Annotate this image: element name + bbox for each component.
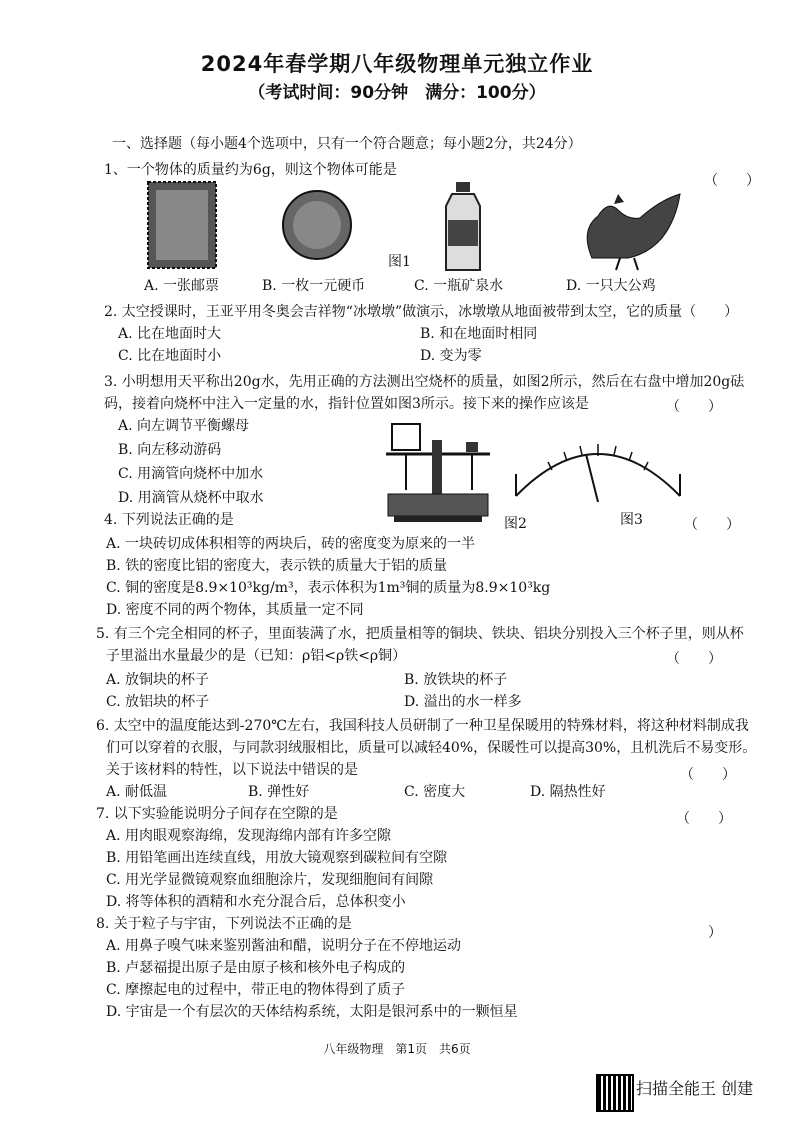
q3-stem-line1: 3. 小明想用天平称出20g水，先用正确的方法测出空烧杯的质量，如图2所示，然后在右盘中增加20g砝 xyxy=(104,374,745,390)
coin-image xyxy=(283,191,351,259)
q2-stem: 2. 太空授课时，王亚平用冬奥会吉祥物“冰墩墩”做演示，冰墩墩从地面被带到太空，它的质量（ ） xyxy=(104,304,739,320)
q1-stem: 1、一个物体的质量约为6g，则这个物体可能是 xyxy=(104,162,397,178)
q7-option-c: C. 用光学显微镜观察血细胞涂片，发现细胞间有间隙 xyxy=(106,872,434,888)
q8-stem: 8. 关于粒子与宇宙，下列说法不正确的是 xyxy=(96,916,352,932)
fig3-label: 图3 xyxy=(620,512,643,528)
q7-option-d: D. 将等体积的酒精和水充分混合后，总体积变小 xyxy=(106,894,406,910)
q3-option-c: C. 用滴管向烧杯中加水 xyxy=(118,466,264,482)
q3-option-b: B. 向左移动游码 xyxy=(118,442,222,458)
q3-stem-line2: 码，接着向烧杯中注入一定量的水，指针位置如图3所示。接下来的操作应该是 xyxy=(104,396,589,412)
q6-stem-line2: 们可以穿着的衣服，与同款羽绒服相比，质量可以减轻40%，保暖性可以提高30%，且机洗后不易变形。 xyxy=(106,740,757,756)
section-heading: 一、选择题（每小题4个选项中，只有一个符合题意；每小题2分，共24分） xyxy=(112,136,582,152)
rooster-image xyxy=(587,194,680,270)
balance-figure xyxy=(380,420,496,526)
q6-option-c: C. 密度大 xyxy=(404,784,466,800)
q5-option-d: D. 溢出的水一样多 xyxy=(404,694,522,710)
q1-option-a: A. 一张邮票 xyxy=(144,278,220,294)
q6-option-b: B. 弹性好 xyxy=(248,784,310,800)
q3-answer-paren: （ ） xyxy=(666,399,722,415)
q6-option-d: D. 隔热性好 xyxy=(530,784,606,800)
q6-stem-line1: 6. 太空中的温度能达到-270℃左右，我国科技人员研制了一种卫星保暖用的特殊材料，将这种材料制成我 xyxy=(96,718,749,734)
q1-answer-paren: （ ） xyxy=(704,173,760,189)
fig1-label: 图1 xyxy=(388,254,411,270)
q6-stem-line3: 关于该材料的特性，以下说法中错误的是 xyxy=(106,762,358,778)
q4-option-d: D. 密度不同的两个物体，其质量一定不同 xyxy=(106,602,364,618)
qr-code-icon xyxy=(596,1074,634,1112)
q1-option-d: D. 一只大公鸡 xyxy=(566,278,656,294)
q1-option-b: B. 一枚一元硬币 xyxy=(262,278,366,294)
q7-option-a: A. 用肉眼观察海绵，发现海绵内部有许多空隙 xyxy=(106,828,392,844)
q2-option-b: B. 和在地面时相同 xyxy=(420,326,538,342)
q6-answer-paren: （ ） xyxy=(680,767,736,783)
q5-option-a: A. 放铜块的杯子 xyxy=(106,672,210,688)
q2-option-d: D. 变为零 xyxy=(420,348,482,364)
q7-option-b: B. 用铅笔画出连续直线，用放大镜观察到碳粒间有空隙 xyxy=(106,850,448,866)
fig2-label: 图2 xyxy=(504,516,527,532)
q4-answer-paren: （ ） xyxy=(684,517,740,533)
q8-option-c: C. 摩擦起电的过程中，带正电的物体得到了质子 xyxy=(106,982,406,998)
exam-info: （考试时间：90分钟 满分：100分） xyxy=(248,83,546,103)
q8-answer-paren: ） xyxy=(708,925,722,941)
q5-option-b: B. 放铁块的杯子 xyxy=(404,672,508,688)
q4-option-a: A. 一块砖切成体积相等的两块后，砖的密度变为原来的一半 xyxy=(106,536,476,552)
q8-option-b: B. 卢瑟福提出原子是由原子核和核外电子构成的 xyxy=(106,960,406,976)
q4-stem: 4. 下列说法正确的是 xyxy=(104,512,234,528)
q5-stem-line2: 子里溢出水量最少的是（已知：ρ铝<ρ铁<ρ铜） xyxy=(106,648,407,664)
q6-option-a: A. 耐低温 xyxy=(106,784,168,800)
q4-option-c: C. 铜的密度是8.9×10³kg/m³，表示体积为1m³铜的质量为8.9×10³kg xyxy=(106,580,551,596)
pointer-scale-figure xyxy=(508,424,688,504)
q5-option-c: C. 放铝块的杯子 xyxy=(106,694,210,710)
page-footer: 八年级物理 第1页 共6页 xyxy=(323,1042,471,1056)
q7-stem: 7. 以下实验能说明分子间存在空隙的是 xyxy=(96,806,338,822)
q3-option-a: A. 向左调节平衡螺母 xyxy=(118,418,250,434)
q2-option-a: A. 比在地面时大 xyxy=(118,326,222,342)
q3-option-d: D. 用滴管从烧杯中取水 xyxy=(118,490,264,506)
water-bottle-image xyxy=(446,182,480,270)
q5-answer-paren: （ ） xyxy=(666,651,722,667)
page-title: 2024年春学期八年级物理单元独立作业 xyxy=(200,52,594,76)
q4-option-b: B. 铁的密度比铝的密度大，表示铁的质量大于铝的质量 xyxy=(106,558,448,574)
q1-option-c: C. 一瓶矿泉水 xyxy=(414,278,504,294)
stamp-image xyxy=(148,182,216,268)
q8-option-a: A. 用鼻子嗅气味来鉴别酱油和醋，说明分子在不停地运动 xyxy=(106,938,462,954)
scanner-watermark: 扫描全能王 创建 xyxy=(636,1079,754,1098)
q5-stem-line1: 5. 有三个完全相同的杯子，里面装满了水，把质量相等的铜块、铁块、铝块分别投入三个杯子里，则从杯 xyxy=(96,626,744,642)
q2-option-c: C. 比在地面时小 xyxy=(118,348,222,364)
q8-option-d: D. 宇宙是一个有层次的天体结构系统，太阳是银河系中的一颗恒星 xyxy=(106,1004,518,1020)
q7-answer-paren: （ ） xyxy=(676,811,732,827)
q1-figure xyxy=(140,180,700,272)
